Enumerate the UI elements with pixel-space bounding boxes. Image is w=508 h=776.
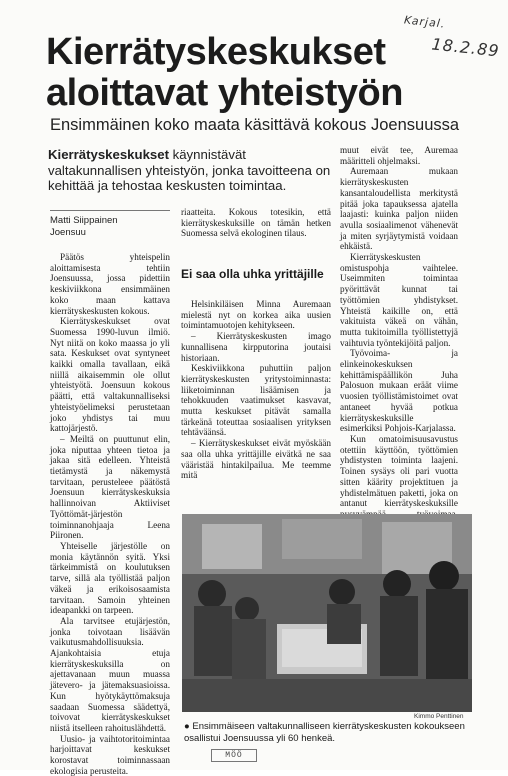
column-3 [340, 145, 458, 541]
meeting-photo-image [182, 514, 472, 712]
body-paragraph: Auremaan mukaan kierrätyskeskusten kansantaloudellista merkitystä pitää joka tapauksessa ajatella laajasti: kuinka paljon niiden avulla sosiaalimenot vähenevät ja miten syrjäytymistä voidaan ehkäistä. [340, 166, 458, 252]
column-2 [181, 299, 331, 481]
headline: Kierrätyskeskukset aloittavat yhteistyön [46, 31, 403, 114]
byline [50, 210, 170, 239]
subheadline: Ensimmäinen koko maata käsittävä kokous Joensuussa [50, 116, 460, 134]
body-paragraph: Uusio- ja vaihtotoritoimintaa harjoittavat keskukset korostavat toiminnassaan ekologisia perusteita. [50, 733, 170, 776]
body-paragraph: Yhteiselle järjestölle on monia käytännön syitä. Yksi tärkeimmistä on koulutuksen tarve, sillä ala työllistää paljon väkeä ja erikoisosaamista tarvitaan. Samoin yhteinen ideapankki on tarpeen. [50, 540, 170, 616]
body-paragraph: Keskiviikkona puhuttiin paljon kierrätyskeskusten yritystoiminnasta: liiketoiminnan lisäämisen ja tehokkuuden vaatimukset kasvavat, mutta keskukset pitävät samalla tärkeänä toteuttaa sosiaalisen yrityksen tehtäväänsä. [181, 363, 331, 438]
body-paragraph: Ala tarvitsee etujärjestön, jonka toivotaan lisäävän vaikutusmahdollisuuksia. Ajankohtaisia etuja kierrätyskeskuksilla on ajettavanaan muun muassa jäteverо- ja jätemaksuasioissa. Kun hyötykäyttömaksuja saadaan Suomessa säädettyä, toivovat kierrätyskeskukset niistä itselleen rahoituslähdettä. [50, 615, 170, 733]
body-paragraph: Päätös yhteispelin aloittamisesta tehtiin Joensuussa, jossa pidettiin keskiviikkona ensimmäinen koko maan kattava kierrätyskeskusten kokous. [50, 252, 170, 316]
photo-caption [184, 721, 476, 744]
lead-paragraph [48, 147, 338, 194]
body-paragraph: – Meiltä on puuttunut elin, joka niputtaa yhteen tietoa ja jakaa sitä edelleen. Yhteistä tietämystä ja näkemystä tarvitaan, perusteleee päätöstä Joensuun kierrätyskeskuksia hallinnoivan Aktiiviset Työttömät-järjestön toiminnanohjaaja Leena Piironen. [50, 433, 170, 541]
body-paragraph: Työvoima- ja elinkeinokeskuksen kehittämispäällikön Juha Palosuon mukaan eräät viime vuosien työllistämistoimet ovat antaneet hyvää potkua kierrätyskeskuksille esimerkiksi Pohjois-Karjalassa. [340, 348, 458, 434]
body-paragraph: Kierrätyskeskusten omistuspohja vaihtelee. Useimmiten toimintaa pyörittävät kunnat tai työttömien yhdistykset. Yhteistä kaikille on, että vakituista väkeä on vähän, mutta tukitoimilla työllistettyjä vaihtuvia työntekijöitä paljon. [340, 252, 458, 348]
byline-name: Matti Siippainen [50, 215, 118, 226]
body-paragraph: muut eivät tee, Auremaa määrittelі ohjelmaksi. [340, 145, 458, 166]
column-1 [50, 252, 170, 776]
body-paragraph: – Kierrätyskeskukset eivät myöskään saa olla uhka yrittäjille eivätkä ne saa vääristää hintakilpailua. Me teemme mitä [181, 438, 331, 481]
meeting-photo [182, 514, 472, 712]
section-subheading: Ei saa olla uhka yrittäjille [181, 267, 324, 281]
body-paragraph: Kierrätyskeskukset ovat Suomessa 1990-luvun ilmiö. Nyt niitä on koko maassa jo yli sata. Keskukset ovat syntyneet kaikki omalla tavallaan, eikä niillä aikaisemmin ole ollut yhteistyötä. Joensuun kokous päätti, että valtakunnalliseksi yhteistyöelimeksi perustetaan joko yhdistys tai muu kattojärjestö. [50, 316, 170, 434]
archive-stamp: MÖÖ [211, 749, 257, 762]
body-paragraph: riaatteita. Kokous totesikin, että kierrätyskeskuksille on tämän hetken Suomessa selvä ekologinen tilaus. [181, 207, 331, 239]
lead-text: käynnistävät valtakunnallisen yhteistyön, jonka tavoitteena on kehittää ja tehostaa keskusten toimintaa. [48, 147, 331, 193]
body-paragraph: Kun omatoimisuusavustus otettiin käyttöön, työttömien yhdistysten toiminta laajeni. Toinen sysäys oli pari vuotta sitten käärity projektituen ja yhdistelmätuen paketti, joka on antanut kierrätyskeskuksille [340, 433, 458, 509]
handwritten-source: Karjal. [403, 13, 446, 31]
body-paragraph: Helsinkiläisen Minna Auremaan mielestä nyt on korkea aika uusien toimintamuotojen kehitykseen. [181, 299, 331, 331]
column-2-top [181, 207, 331, 239]
handwritten-annotation [390, 12, 504, 71]
photo-credit: Kimmo Penttinen [414, 713, 464, 720]
body-paragraph: – Kierrätyskeskusten imago kunnallisena kirpputorina joutaisi historiaan. [181, 331, 331, 363]
handwritten-date: 18.2.89 [430, 34, 501, 61]
caption-text: Ensimmäiseen valtakunnalliseen kierrätyskeskusten kokoukseen osallistui Joensuussa yli 60 henkeä. [184, 721, 465, 744]
byline-place: Joensuu [50, 227, 86, 238]
caption-bullet: ● [184, 721, 193, 732]
lead-bold: Kierrätyskeskukset [48, 147, 169, 162]
